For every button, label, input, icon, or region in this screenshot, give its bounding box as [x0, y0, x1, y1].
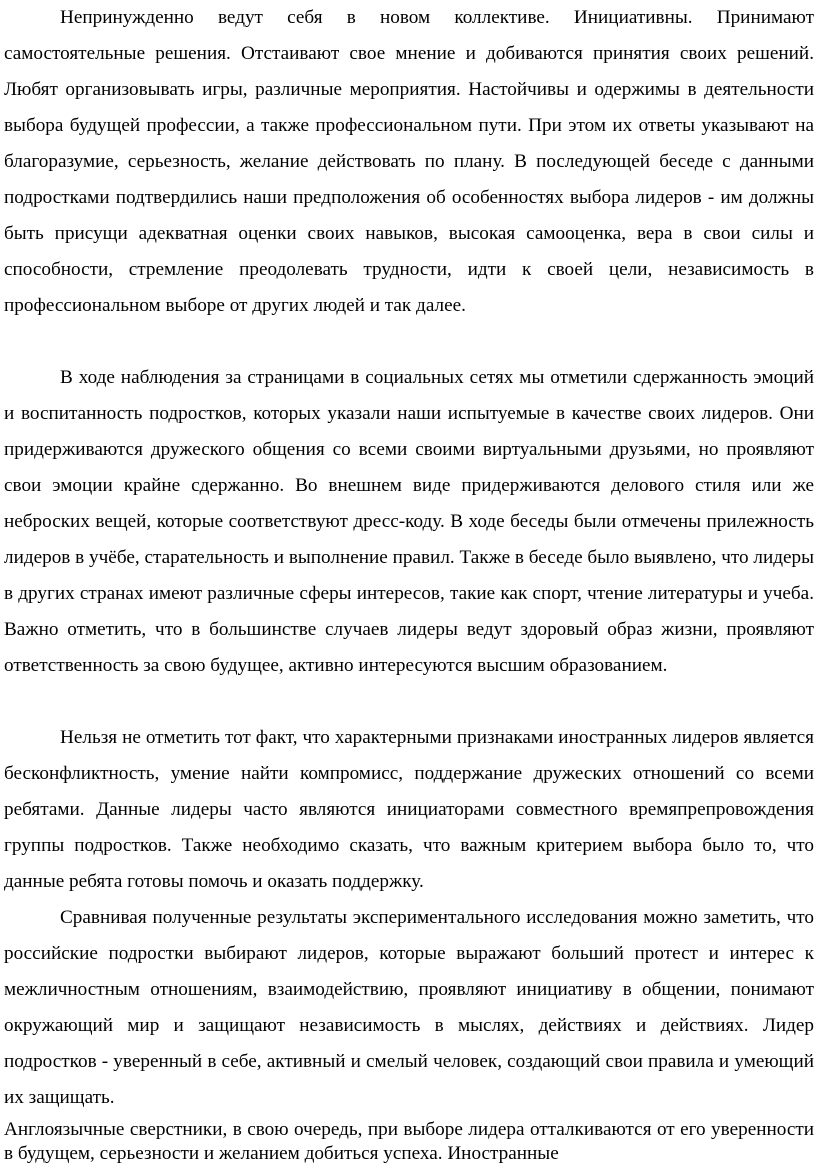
paragraph-3: Нельзя не отметить тот факт, что характерными признаками иностранных лидеров является бесконфликтность, умение найти компромисс, поддержание дружеских отношений со всеми ребятами. Данные лидеры часто являются инициаторами совместного времяпрепровождения группы подростков. Также необходимо сказать, что важным критерием выбора было то, что данные ребята готовы помочь и оказать поддержку.: [4, 727, 814, 892]
paragraph-5-block: [4, 1118, 814, 1166]
paragraph-1: Непринужденно ведут себя в новом коллективе. Инициативны. Принимают самостоятельные решения. Отстаивают свое мнение и добиваются принятия своих решений. Любят организовывать игры, различные мероприятия. Настойчивы и одержимы в деятельности выбора будущей профессии, а также профессиональном пути. При этом их ответы указывают на благоразумие, серьезность, желание действовать по плану. В последующей беседе с данными подростками подтвердились наши предположения об особенностях выбора лидеров - им должны быть присущи адекватная оценки своих навыков, высокая самооценка, вера в свои силы и способности, стремление преодолевать трудности, идти к своей цели, независимость в профессиональном выборе от других людей и так далее.: [4, 7, 814, 316]
paragraph-4-block: [4, 900, 814, 1116]
paragraph-5: Англоязычные сверстники, в свою очередь, при выборе лидера отталкиваются от его уверенности в будущем, серьезности и желанием добиться успеха. Иностранные: [4, 1119, 814, 1164]
paragraph-3-block: [4, 720, 814, 900]
paragraph-2: В ходе наблюдения за страницами в социальных сетях мы отметили сдержанность эмоций и воспитанность подростков, которых указали наши испытуемые в качестве своих лидеров. Они придерживаются дружеского общения со всеми своими виртуальными друзьями, но проявляют свои эмоции крайне сдержанно. Во внешнем виде придерживаются делового стиля или же неброских вещей, которые соответствуют дресс-коду. В ходе беседы были отмечены прилежность лидеров в учёбе, старательность и выполнение правил. Также в беседе было выявлено, что лидеры в других странах имеют различные сферы интересов, такие как спорт, чтение литературы и учеба. Важно отметить, что в большинстве случаев лидеры ведут здоровый образ жизни, проявляют ответственность за свою будущее, активно интересуются высшим образованием.: [4, 367, 814, 676]
paragraph-2-block: [4, 360, 814, 684]
paragraph-1-block: [4, 0, 814, 324]
paragraph-4: Сравнивая полученные результаты экспериментального исследования можно заметить, что российские подростки выбирают лидеров, которые выражают больший протест и интерес к межличностным отношениям, взаимодействию, проявляют инициативу в общении, понимают окружающий мир и защищают независимость в мыслях, действиях и действиях. Лидер подростков - уверенный в себе, активный и смелый человек, создающий свои правила и умеющий их защищать.: [4, 907, 814, 1108]
